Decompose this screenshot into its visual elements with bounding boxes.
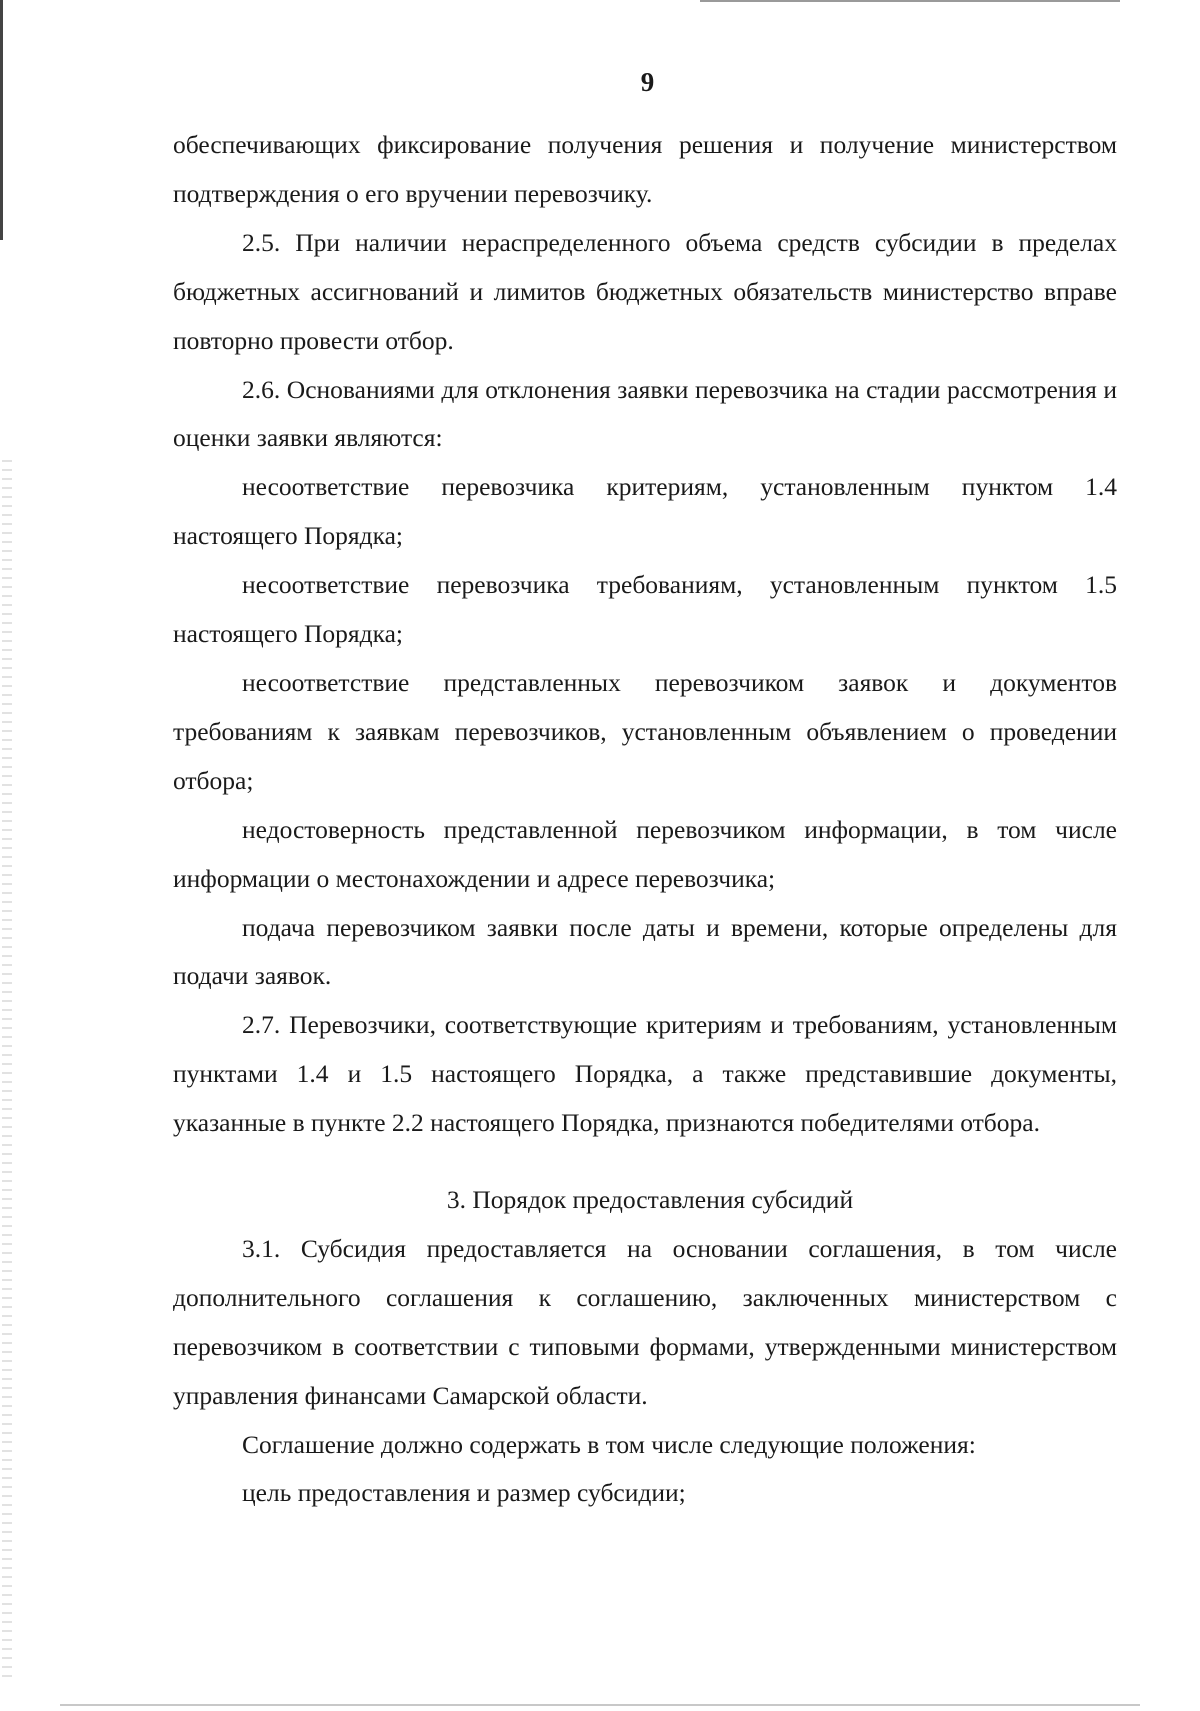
paragraph-2-6: 2.6. Основаниями для отклонения заявки перевозчика на стадии рассмотрения и оценки заявки являются: bbox=[173, 374, 1117, 453]
paragraph-agreement: Соглашение должно содержать в том числе следующие положения: bbox=[242, 1429, 976, 1459]
scan-edge-top bbox=[700, 0, 1120, 2]
paragraph-3-1: 3.1. Субсидия предоставляется на основании соглашения, в том числе дополнительного соглашения к соглашению, заключенных министерством с перевозчиком в соответствии с типовыми формами, утвержденными министерством управления финансами Самарской области. bbox=[173, 1233, 1117, 1410]
paragraph-2-7: 2.7. Перевозчики, соответствующие критериям и требованиям, установленным пунктами 1.4 и 1.5 настоящего Порядка, а также представившие документы, указанные в пункте 2.2 настоящего Порядка, признаются победителями отбора. bbox=[173, 1010, 1117, 1138]
scan-edge-left bbox=[0, 0, 3, 240]
document-body bbox=[173, 121, 1117, 1518]
list-item-criteria: несоответствие перевозчика критериям, установленным пунктом 1.4 настоящего Порядка; bbox=[173, 472, 1117, 551]
list-item-deadline: подача перевозчиком заявки после даты и времени, которые определены для подачи заявок. bbox=[173, 912, 1117, 991]
list-item-requirements: несоответствие перевозчика требованиям, установленным пунктом 1.5 настоящего Порядка; bbox=[173, 570, 1117, 649]
scan-edge-bottom bbox=[60, 1704, 1140, 1706]
section-title: 3. Порядок предоставления субсидий bbox=[446, 1185, 854, 1215]
scan-speckle-left bbox=[2, 460, 12, 1680]
page-number: 9 bbox=[640, 67, 655, 97]
list-item-purpose: цель предоставления и размер субсидии; bbox=[242, 1478, 686, 1508]
list-item-information: недостоверность представленной перевозчиком информации, в том числе информации о местонахождении и адресе перевозчика; bbox=[173, 814, 1117, 893]
paragraph-continuation: обеспечивающих фиксирование получения решения и получение министерством подтверждения о его вручении перевозчику. bbox=[173, 130, 1117, 208]
list-item-documents: несоответствие представленных перевозчиком заявок и документов требованиям к заявкам перевозчиков, установленным объявлением о проведении отбора; bbox=[173, 667, 1117, 795]
paragraph-2-5: 2.5. При наличии нераспределенного объема средств субсидии в пределах бюджетных ассигнований и лимитов бюджетных обязательств министерство вправе повторно провести отбор. bbox=[173, 227, 1117, 355]
